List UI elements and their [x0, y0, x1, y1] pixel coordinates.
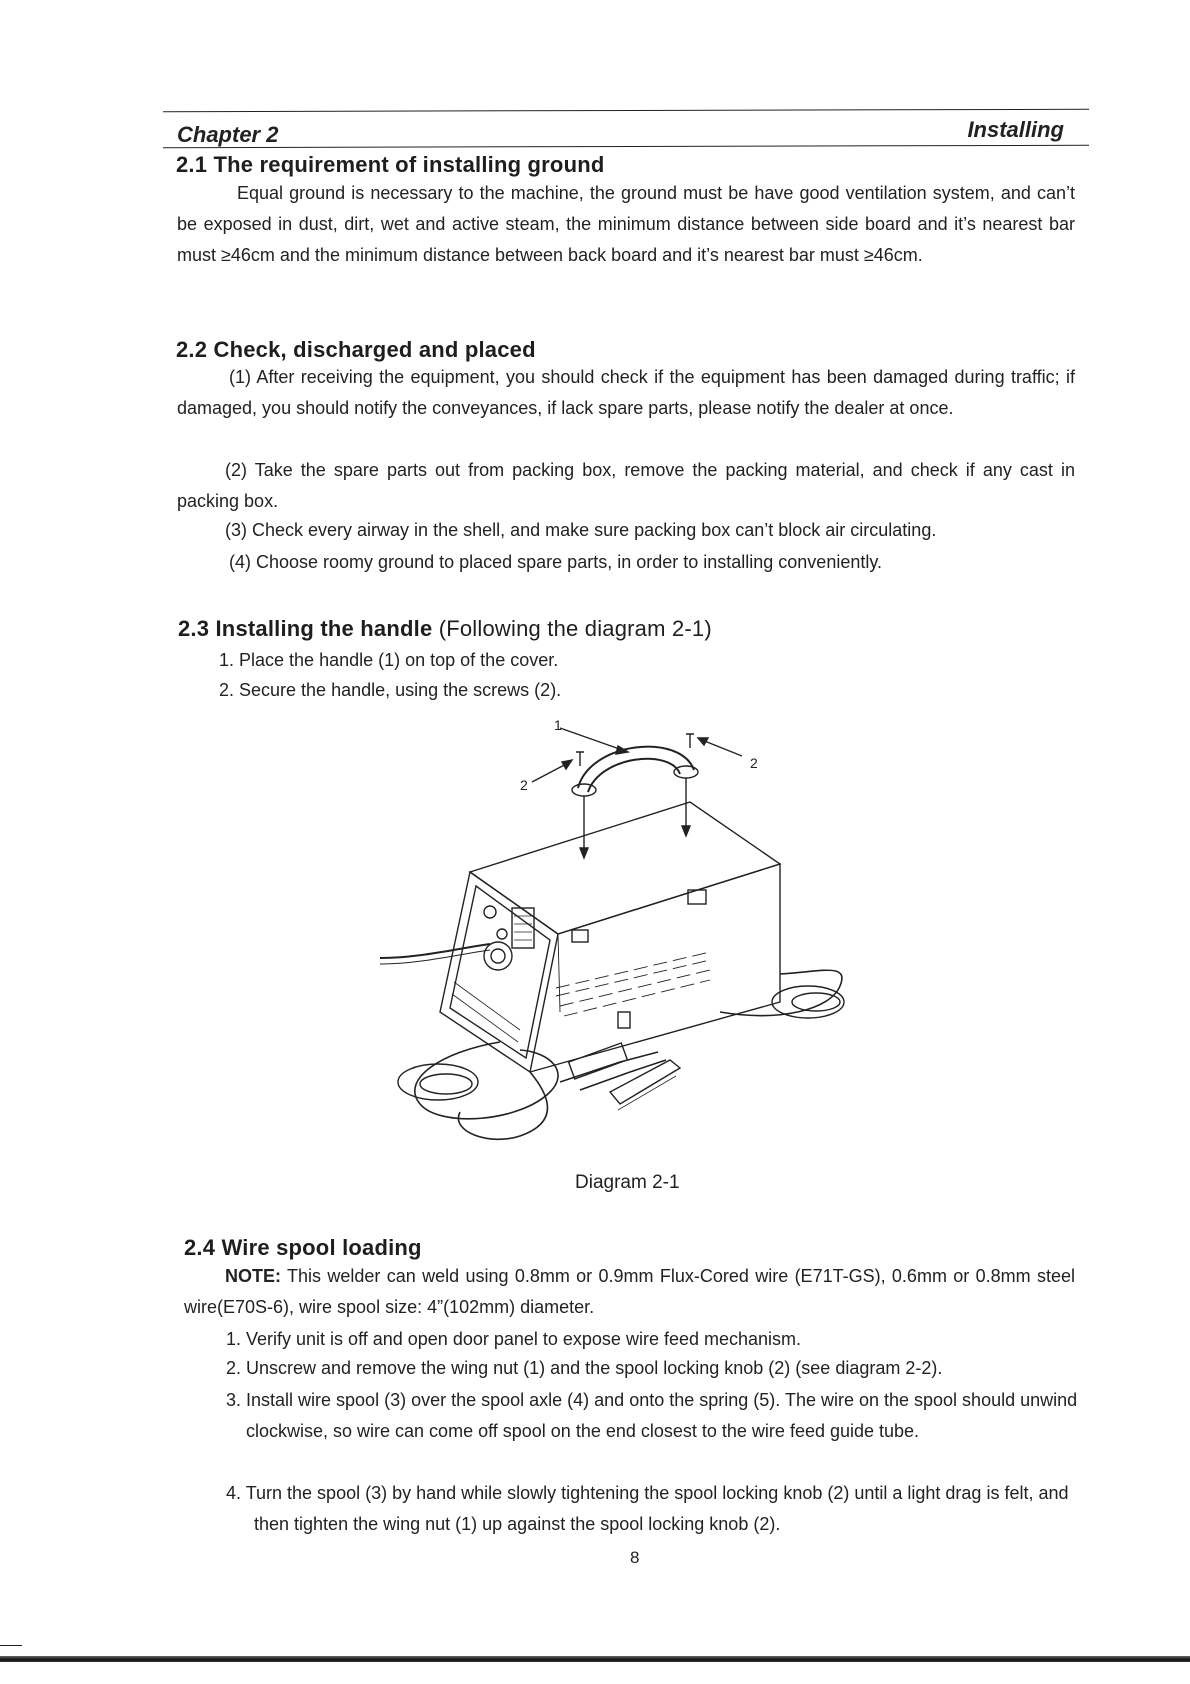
- label-screw-right: 2: [750, 755, 758, 771]
- section-2-2-item-3: (3) Check every airway in the shell, and make sure packing box can’t block air circulating.: [225, 520, 937, 540]
- note-label: NOTE:: [225, 1266, 281, 1286]
- section-2-2-item-1-text: (1) After receiving the equipment, you should check if the equipment has been damaged during traffic; if damaged, you should notify the conveyances, if lack spare parts, please notify the dealer at once.: [177, 367, 1075, 418]
- note-text: This welder can weld using 0.8mm or 0.9mm Flux-Cored wire (E71T-GS), 0.6mm or 0.8mm steel wire(E70S-6), wire spool size: 4”(102mm) diameter.: [184, 1266, 1075, 1317]
- section-2-4-step-1: 1. Verify unit is off and open door panel to expose wire feed mechanism.: [226, 1329, 802, 1349]
- welder-handle-diagram: [380, 712, 900, 1172]
- section-2-4-heading: 2.4 Wire spool loading: [184, 1235, 422, 1260]
- section-2-3-heading: [178, 616, 712, 642]
- section-2-4-step-3: 3. Install wire spool (3) over the spool axle (4) and onto the spring (5). The wire on the spool should unwind clockwise, so wire can come off spool on the end closest to the wire feed guide tube.: [226, 1390, 1078, 1441]
- section-2-2-item-2: [177, 455, 1075, 517]
- section-2-1-body: Equal ground is necessary to the machine, the ground must be have good ventilation system, and can’t be exposed in dust, dirt, wet and active steam, the minimum distance between side board and it’s nearest bar must ≥46cm and the minimum distance between back board and it’s nearest bar must ≥46cm.: [177, 183, 1075, 265]
- header-rule-top: [163, 109, 1089, 112]
- section-2-3-heading-note: (Following the diagram 2-1): [438, 616, 712, 641]
- chapter-title: Installing: [967, 117, 1064, 142]
- section-2-4-step-2: 2. Unscrew and remove the wing nut (1) and the spool locking knob (2) (see diagram 2-2).: [226, 1358, 943, 1378]
- scan-edge-bar: [0, 1656, 1190, 1662]
- section-2-3-step-2: 2. Secure the handle, using the screws (2).: [219, 680, 562, 700]
- section-2-2-item-1: [177, 362, 1075, 424]
- scan-edge-tick: [0, 1645, 22, 1646]
- header-rule-bottom: [163, 145, 1089, 148]
- page-number: 8: [630, 1548, 640, 1567]
- section-2-2-item-2-text: (2) Take the spare parts out from packing box, remove the packing material, and check if any cast in packing box.: [177, 460, 1075, 511]
- diagram-caption: Diagram 2-1: [575, 1172, 680, 1193]
- section-2-4-note: [184, 1261, 1075, 1323]
- section-2-2-heading: 2.2 Check, discharged and placed: [176, 337, 536, 362]
- section-2-1-heading: 2.1 The requirement of installing ground: [176, 152, 605, 177]
- section-2-3-heading-text: 2.3 Installing the handle: [178, 616, 433, 641]
- section-2-4-step-4: 4. Turn the spool (3) by hand while slowly tightening the spool locking knob (2) until a light drag is felt, and then tighten the wing nut (1) up against the spool locking knob (2).: [226, 1483, 1069, 1534]
- section-2-2-item-4: (4) Choose roomy ground to placed spare parts, in order to installing conveniently.: [229, 552, 883, 572]
- section-2-1-text: [177, 178, 1075, 271]
- section-2-3-step-1: 1. Place the handle (1) on top of the cover.: [219, 650, 559, 670]
- chapter-label: Chapter 2: [177, 122, 279, 147]
- label-handle: 1: [554, 717, 562, 733]
- label-screw-left: 2: [520, 777, 528, 793]
